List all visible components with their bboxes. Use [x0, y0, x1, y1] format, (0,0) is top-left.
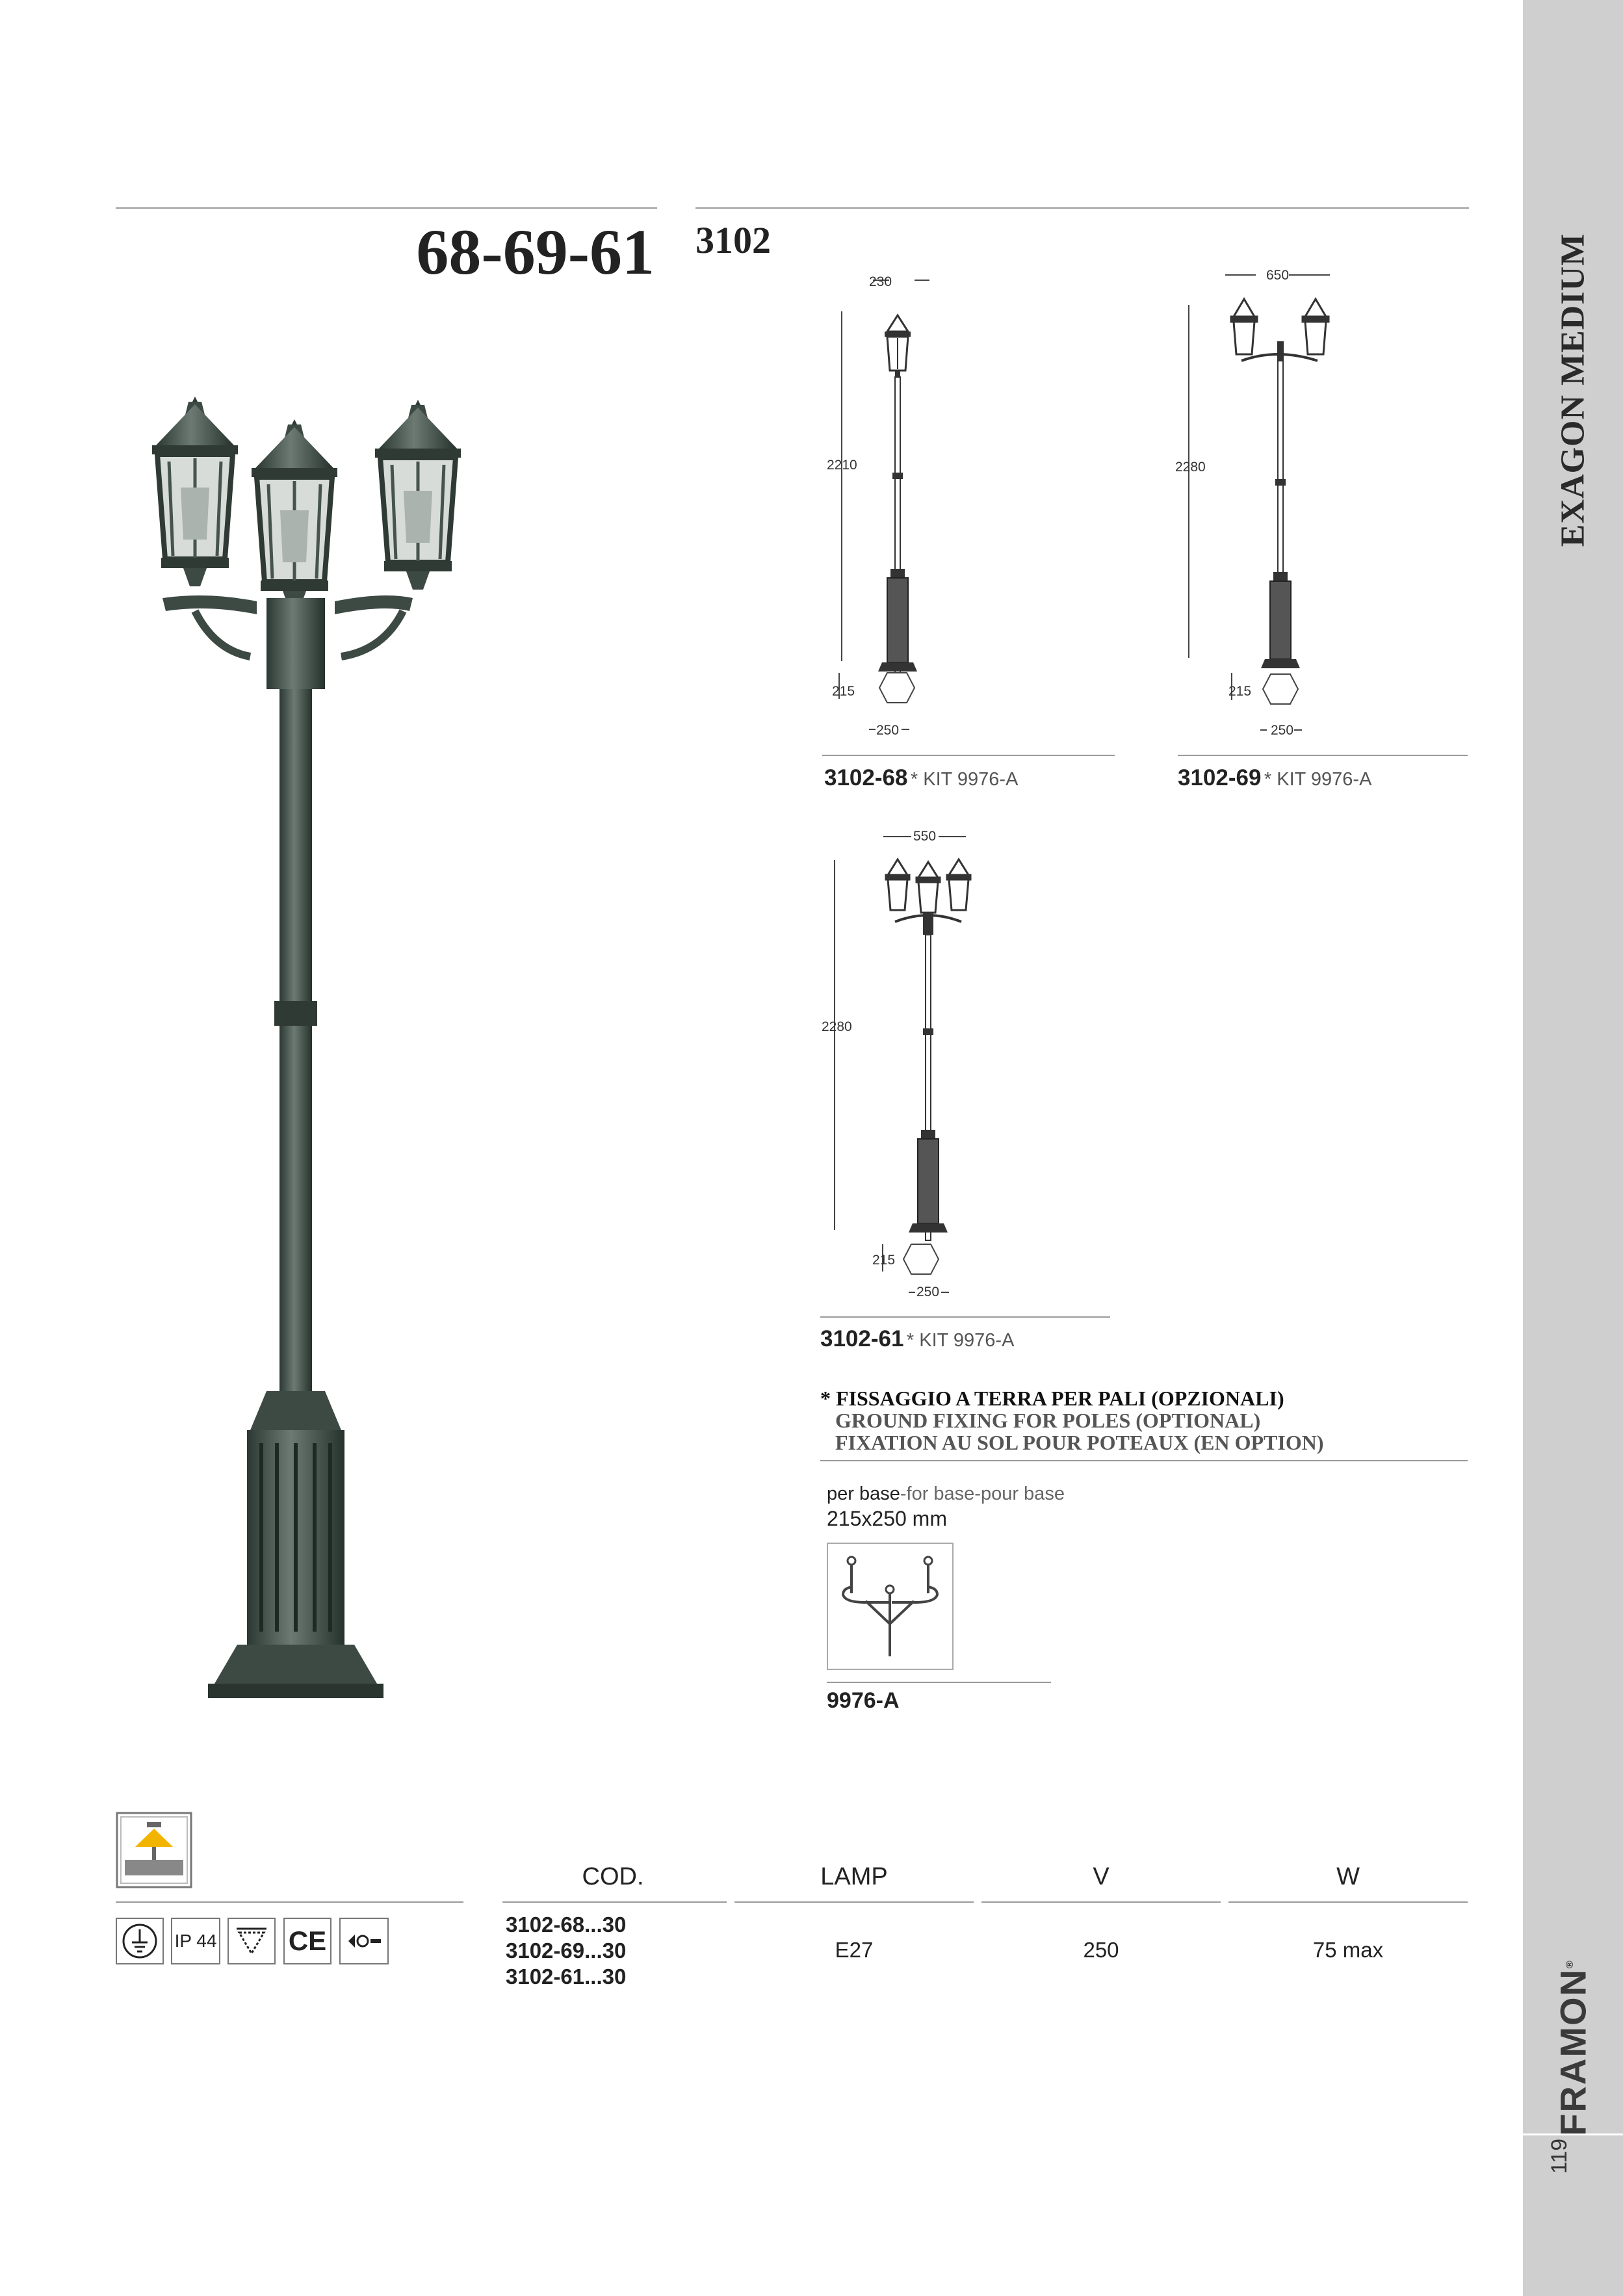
kit-size: 215x250 mm: [827, 1507, 947, 1530]
brand-logo: [1552, 1959, 1594, 2136]
product-code: 3102-68: [824, 765, 908, 790]
dim-height-61: 2280: [822, 1019, 852, 1034]
series-title: 3102: [695, 219, 771, 261]
header-rule-v: [981, 1901, 1221, 1903]
dim-height-68: 2210: [827, 458, 857, 473]
dim-base-w-61: 250: [916, 1285, 940, 1299]
kit-base-label-rest: -for base-pour base: [900, 1483, 1065, 1504]
product-code: 3102-69: [1178, 765, 1262, 790]
kit-note: * KIT 9976-A: [910, 769, 1019, 790]
table-row-code: 3102-61...30: [506, 1964, 627, 1989]
fixing-note: [820, 1387, 1323, 1454]
product-code: 3102-61: [820, 1326, 904, 1351]
fixing-note-fr: FIXATION AU SOL POUR POTEAUX (EN OPTION): [835, 1431, 1324, 1454]
class-triangle-icon: [227, 1918, 276, 1964]
ground-icon: [116, 1918, 164, 1964]
drawing-3102-61: [820, 826, 989, 1307]
header-rule-lamp: [734, 1901, 974, 1903]
lanterns-three: [886, 859, 970, 913]
col-header-w: W: [1336, 1863, 1360, 1890]
dim-base-h-68: 215: [832, 684, 855, 699]
drawing-3102-68: [822, 270, 939, 738]
table-cell-v: 250: [1083, 1938, 1119, 1962]
kit-code: 9976-A: [827, 1688, 900, 1713]
col-header-cod: COD.: [582, 1863, 644, 1890]
dim-base-w-68: 250: [876, 723, 900, 738]
ground-install-icon: [116, 1812, 192, 1888]
kit-note: * KIT 9976-A: [906, 1330, 1015, 1351]
title-rule-left: [116, 207, 657, 209]
caption-3102-69: [1178, 765, 1371, 791]
header-rule-w: [1228, 1901, 1468, 1903]
table-cell-codes: [506, 1912, 626, 1990]
kit-base-label: [827, 1483, 1065, 1505]
lantern-right: [1303, 299, 1329, 354]
table-cell-lamp: E27: [835, 1938, 874, 1962]
title-rule-right: [695, 207, 1469, 209]
section-title: EXAGON MEDIUM: [1554, 233, 1592, 547]
dim-width-61: 550: [913, 829, 937, 844]
lantern-left: [1231, 299, 1257, 354]
header-rule-cod: [502, 1901, 727, 1903]
kit-note: * KIT 9976-A: [1264, 769, 1372, 790]
caption-3102-61: [820, 1326, 1014, 1352]
kit-base-label-bold: per base: [827, 1483, 900, 1504]
dim-base-w-69: 250: [1271, 723, 1294, 738]
product-photo: [117, 377, 500, 1716]
fixing-note-it: * FISSAGGIO A TERRA PER PALI (OPZIONALI): [820, 1387, 1284, 1410]
dim-width-69: 650: [1266, 268, 1290, 283]
drawing-3102-69: [1173, 263, 1342, 738]
caption-rule-69: [1178, 755, 1468, 756]
page-separator: [1523, 2133, 1623, 2135]
caption-rule-68: [822, 755, 1115, 756]
caption-3102-68: [824, 765, 1018, 791]
bulb-symbol-icon: [339, 1918, 389, 1964]
kit-rule: [827, 1682, 1051, 1683]
dim-height-69: 2280: [1175, 460, 1206, 475]
col-header-v: V: [1093, 1863, 1110, 1890]
ip44-badge: IP 44: [171, 1918, 220, 1964]
dim-base-h-69: 215: [1228, 684, 1252, 699]
table-cell-w: 75 max: [1312, 1938, 1384, 1962]
fixing-note-en: GROUND FIXING FOR POLES (OPTIONAL): [835, 1409, 1261, 1432]
table-row-code: 3102-69...30: [506, 1938, 627, 1963]
caption-rule-61: [820, 1316, 1110, 1318]
table-row-code: 3102-68...30: [506, 1912, 627, 1937]
brand-mark: ®: [1564, 1959, 1576, 1969]
icons-rule: [116, 1901, 463, 1903]
ce-mark-icon: CE: [283, 1918, 331, 1964]
col-header-lamp: LAMP: [820, 1863, 888, 1890]
dim-width-68: 230: [869, 274, 892, 289]
fixing-rule: [820, 1460, 1468, 1461]
kit-9976a-image: [827, 1543, 954, 1670]
dim-base-h-61: 215: [872, 1253, 896, 1268]
model-title: 68-69-61: [416, 216, 655, 288]
page-number: 119: [1547, 2138, 1572, 2174]
brand-name: FRAMON: [1552, 1968, 1594, 2136]
